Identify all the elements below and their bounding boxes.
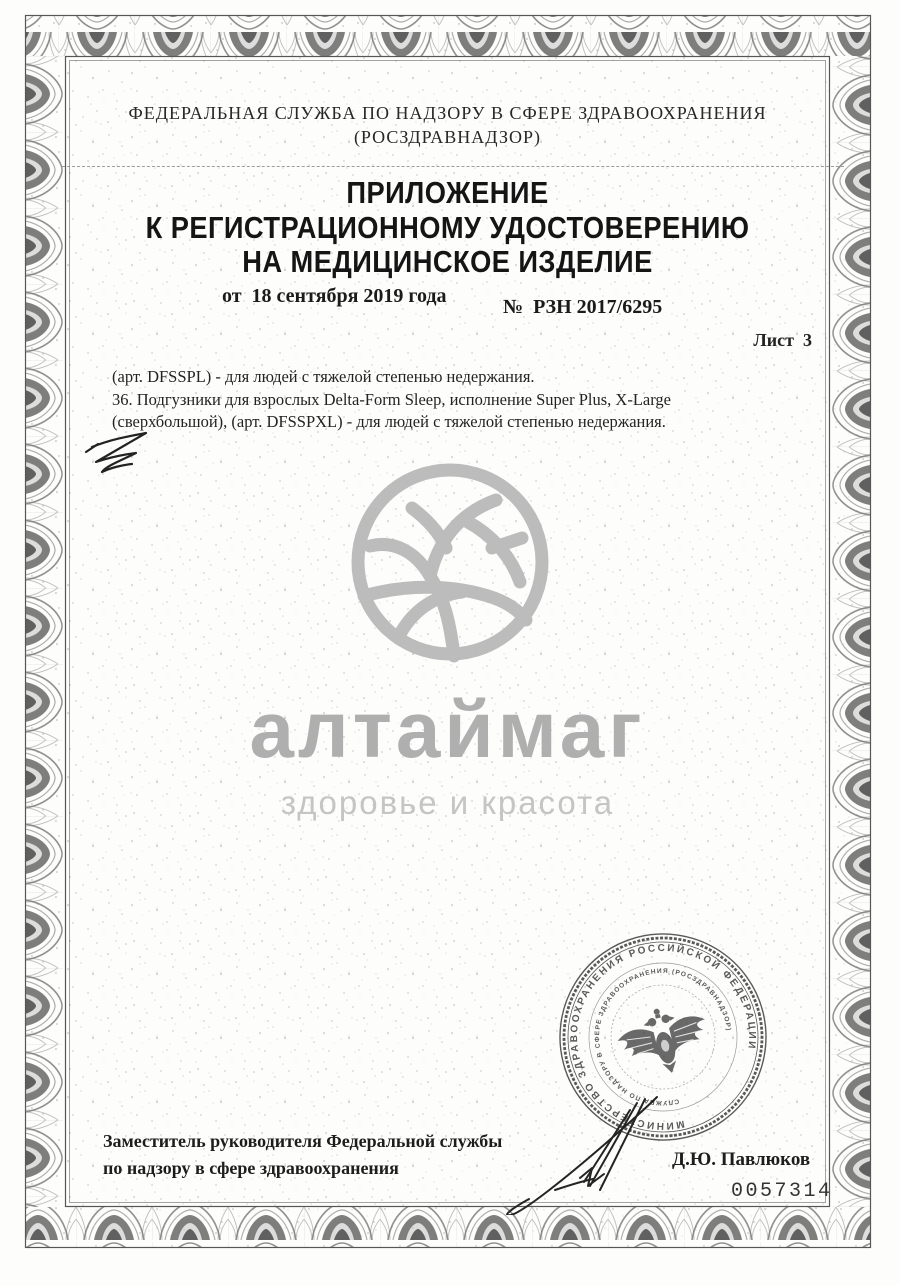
title-line-3: НА МЕДИЦИНСКОЕ ИЗДЕЛИЕ <box>242 244 653 279</box>
agency-short-name: (РОСЗДРАВНАДЗОР) <box>353 127 542 147</box>
approver-role-line-1: Заместитель руководителя Федеральной службы <box>103 1131 503 1151</box>
sheet-number: Лист 3 <box>753 330 812 350</box>
handwritten-mark <box>78 426 162 484</box>
seal-inner-text: СЛУЖБА ПО НАДЗОРУ В СФЕРЕ ЗДРАВООХРАНЕНИЯ (РОСЗДРАВНАДЗОР) <box>594 967 732 1107</box>
double-headed-eagle-icon <box>612 998 715 1084</box>
approver-role <box>103 1128 502 1182</box>
issue-date: от 18 сентября 2019 года <box>222 285 447 307</box>
approver-name: Д.Ю. Павлюков <box>672 1149 811 1170</box>
body-line: (арт. DFSSPL) - для людей с тяжелой степенью недержания. <box>112 367 535 386</box>
blank-serial-number: 0057314 <box>731 1180 833 1203</box>
body-paragraph <box>112 366 777 434</box>
handwritten-signature <box>495 1075 725 1215</box>
agency-name: ФЕДЕРАЛЬНАЯ СЛУЖБА ПО НАДЗОРУ В СФЕРЕ ЗДРАВООХРАНЕНИЯ <box>128 103 767 123</box>
watermark-tagline: здоровье и красота <box>280 784 615 821</box>
title-line-1: ПРИЛОЖЕНИЕ <box>346 175 549 210</box>
header-divider <box>62 166 844 167</box>
document-title <box>113 176 783 280</box>
agency-header <box>67 101 828 149</box>
registration-number: № РЗН 2017/6295 <box>503 296 663 318</box>
tree-in-circle-logo-icon <box>350 460 550 668</box>
seal-outer-text: МИНИСТЕРСТВО ЗДРАВООХРАНЕНИЯ РОССИЙСКОЙ ФЕДЕРАЦИИ <box>569 942 758 1132</box>
body-line: (сверхбольшой), (арт. DFSSPXL) - для людей с тяжелой степенью недержания. <box>112 412 666 431</box>
body-line: 36. Подгузники для взрослых Delta-Form Sleep, исполнение Super Plus, X-Large <box>112 389 671 409</box>
approver-role-line-2: по надзору в сфере здравоохранения <box>103 1158 399 1178</box>
watermark-brand: алтаймаг <box>249 685 646 774</box>
title-line-2: К РЕГИСТРАЦИОННОМУ УДОСТОВЕРЕНИЮ <box>145 209 750 245</box>
